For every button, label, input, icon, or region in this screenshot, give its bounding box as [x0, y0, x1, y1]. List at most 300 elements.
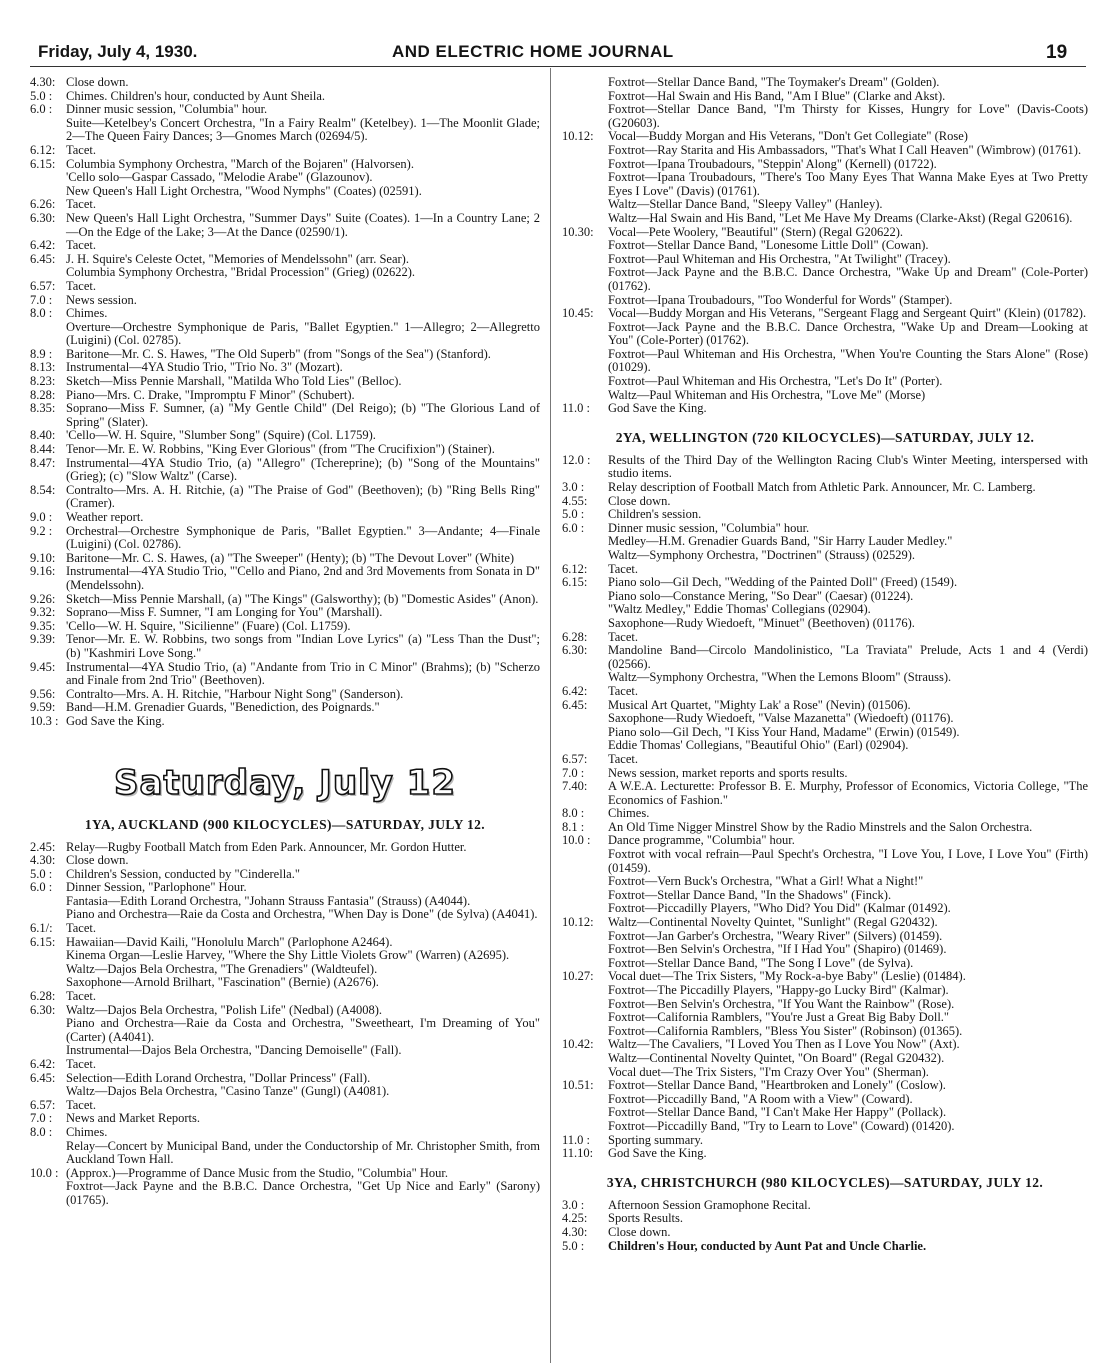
entry-time: 6.0 :: [30, 102, 53, 117]
schedule-entry: [562, 1134, 1088, 1148]
entry-text: Chimes. Children's hour, conducted by Aunt Sheila.: [66, 88, 326, 103]
entry-time: [562, 726, 608, 740]
entry-time: [562, 590, 608, 604]
schedule-entry: [30, 854, 540, 868]
schedule-entry: [562, 807, 1088, 821]
page-number: 19: [1046, 42, 1068, 63]
entry-time: 7.0 :: [30, 292, 53, 307]
entry-time: [562, 902, 608, 916]
entry-text: Close down.: [608, 1224, 671, 1239]
entry-time: [30, 1017, 66, 1044]
schedule-entry: [30, 294, 540, 308]
schedule-entry: [562, 576, 1088, 590]
entry-text: Tacet.: [66, 921, 97, 936]
entry-time: [30, 171, 66, 185]
entry-time: 4.30:: [30, 853, 56, 868]
schedule-entry: [30, 1058, 540, 1072]
schedule-entry: [562, 821, 1088, 835]
schedule-entry: [30, 443, 540, 457]
entry-text: Results of the Third Day of the Wellington Racing Club's Winter Meeting, interspersed with studio items.: [608, 452, 1088, 481]
schedule-entry: [562, 1052, 1088, 1066]
entry-time: 6.28:: [562, 629, 588, 644]
entry-time: [30, 963, 66, 977]
entry-time: 10.42:: [562, 1037, 594, 1052]
entry-text: Tacet.: [66, 1097, 97, 1112]
right-schedule-2ya: [562, 454, 1088, 1161]
entry-text: News session, market reports and sports results.: [608, 765, 848, 780]
entry-time: 8.28:: [30, 387, 56, 402]
schedule-entry: [30, 90, 540, 104]
entry-text: Foxtrot—Paul Whiteman and His Orchestra, "Let's Do It" (Porter).: [608, 374, 943, 389]
entry-text: New Queen's Hall Light Orchestra, "Summer Days" Suite (Coates). 1—In a Country Lane; 2—On the Edge of the Lake; 3—At the Dance (02590/1).: [66, 210, 540, 239]
entry-time: 7.0 :: [30, 1111, 53, 1126]
entry-time: [30, 976, 66, 990]
entry-text: Foxtrot—Stellar Dance Band, "The Toymaker's Dream" (Golden).: [608, 76, 940, 89]
entry-text: Hawaiian—David Kaili, "Honolulu March" (Parlophone A2464).: [66, 934, 393, 949]
entry-text: An Old Time Nigger Minstrel Show by the Radio Minstrels and the Salon Orchestra.: [608, 819, 1033, 834]
right-schedule-3ya: [562, 1199, 1088, 1253]
entry-text: Saxophone—Arnold Brilhart, "Fascination" (Bernie) (A2676).: [66, 975, 379, 990]
schedule-entry: [562, 549, 1088, 563]
schedule-entry: [562, 495, 1088, 509]
entry-time: [562, 1066, 608, 1080]
entry-time: [30, 117, 66, 144]
schedule-entry: [30, 307, 540, 321]
schedule-entry: [30, 633, 540, 660]
entry-time: 12.0 :: [562, 452, 591, 467]
schedule-entry: [562, 1066, 1088, 1080]
entry-time: 8.1 :: [562, 819, 585, 834]
entry-text: Foxtrot—Paul Whiteman and His Orchestra, "At Twilight" (Tracey).: [608, 251, 951, 266]
entry-text: Piano and Orchestra—Raie da Costa and Orchestra, "Sweetheart, I'm Dreaming of You" (Carter) (A4041).: [66, 1016, 540, 1044]
entry-text: Foxtrot—Ben Selvin's Orchestra, "If You Want the Rainbow" (Rose).: [608, 996, 955, 1011]
entry-text: Vocal duet—The Trix Sisters, "My Rock-a-bye Baby" (Leslie) (01484).: [608, 969, 966, 984]
entry-time: 6.30:: [562, 643, 588, 658]
schedule-entry: [562, 454, 1088, 481]
entry-text: Waltz—Dajos Bela Orchestra, "Casino Tanze" (Gungl) (A4081).: [66, 1084, 390, 1099]
schedule-entry: [30, 511, 540, 525]
entry-text: Dinner Session, "Parlophone" Hour.: [66, 880, 247, 895]
right-schedule-part1: [562, 76, 1088, 416]
schedule-entry: [30, 429, 540, 443]
entry-time: 9.10:: [30, 550, 56, 565]
entry-time: [30, 908, 66, 922]
entry-time: 6.12:: [30, 142, 56, 157]
schedule-entry: [562, 1212, 1088, 1226]
entry-text: Foxtrot—Ipana Troubadours, "There's Too Many Eyes That Wanna Make Eyes at Two Pretty Eyes I Love" (Davis) (01761).: [608, 170, 1088, 198]
entry-time: 9.56:: [30, 686, 56, 701]
station-title-1ya: 1YA, AUCKLAND (900 KILOCYCLES)—SATURDAY, JULY 12.: [84, 816, 486, 832]
right-column: [562, 76, 1088, 1361]
entry-text: Instrumental—4YA Studio Trio, "Trio No. 3" (Mozart).: [66, 360, 343, 375]
schedule-entry: [30, 552, 540, 566]
entry-text: Baritone—Mr. C. S. Hawes, (a) "The Sweeper" (Henty); (b) "The Devout Lover" (White): [66, 550, 515, 565]
schedule-entry: [562, 780, 1088, 807]
entry-text: Foxtrot—Piccadilly Band, "A Room with a View" (Coward).: [608, 1091, 913, 1106]
saturday-heading: Saturday, July 12: [114, 762, 456, 803]
entry-time: [562, 253, 608, 267]
schedule-entry: [30, 185, 540, 199]
entry-time: 9.59:: [30, 700, 56, 715]
schedule-entry: [562, 739, 1088, 753]
schedule-entry: [30, 389, 540, 403]
entry-time: 9.35:: [30, 618, 56, 633]
entry-time: 9.32:: [30, 605, 56, 620]
entry-time: 9.26:: [30, 591, 56, 606]
entry-time: 6.0 :: [30, 880, 53, 895]
entry-time: 10.30:: [562, 224, 594, 239]
schedule-entry: [562, 848, 1088, 875]
entry-time: 9.2 :: [30, 523, 53, 538]
entry-text: Foxtrot—Hal Swain and His Band, "Am I Blue" (Clarke and Akst).: [608, 88, 946, 103]
schedule-entry: [30, 936, 540, 950]
entry-time: [562, 158, 608, 172]
entry-text: Instrumental—Dajos Bela Orchestra, "Dancing Demoiselle" (Fall).: [66, 1043, 402, 1058]
schedule-entry: [30, 457, 540, 484]
entry-text: God Save the King.: [66, 713, 165, 728]
entry-text: Tacet.: [66, 197, 97, 212]
entry-text: Contralto—Mrs. A. H. Ritchie, "Harbour Night Song" (Sanderson).: [66, 686, 404, 701]
entry-text: Foxtrot with vocal refrain—Paul Specht's Orchestra, "I Love You, I Love, I Love You" (Firth) (01459).: [608, 847, 1088, 875]
entry-text: Overture—Orchestre Symphonique de Paris, "Ballet Egyptien." 1—Allegro; 2—Allegretto (Luigini) (Col. 02785).: [66, 319, 540, 348]
schedule-entry: [30, 158, 540, 172]
entry-time: [562, 875, 608, 889]
page-header: [0, 0, 1114, 70]
entry-text: Medley—H.M. Grenadier Guards Band, "Sir Harry Lauder Medley.": [608, 534, 953, 549]
schedule-entry: [30, 1140, 540, 1167]
schedule-entry: [562, 984, 1088, 998]
schedule-entry: [562, 1147, 1088, 1161]
entry-text: 'Cello—W. H. Squire, "Sicilienne" (Fuare) (Col. L1759).: [66, 618, 351, 633]
schedule-entry: [562, 1079, 1088, 1093]
schedule-entry: [562, 1240, 1088, 1254]
entry-text: Waltz—Hal Swain and His Band, "Let Me Have My Dreams (Clarke-Akst) (Regal G20616).: [608, 210, 1073, 225]
entry-text: Tacet.: [66, 142, 97, 157]
entry-text: A W.E.A. Lecturette: Professor B. E. Murphy, Professor of Economics, Victoria College, "The Economics of Fashion.": [608, 779, 1088, 807]
entry-time: [562, 535, 608, 549]
schedule-entry: [30, 1180, 540, 1207]
schedule-entry: [30, 963, 540, 977]
entry-text: Foxtrot—Jack Payne and the B.B.C. Dance Orchestra, "Wake Up and Dream" (Cole-Porter) (01762).: [608, 265, 1088, 293]
entry-text: Waltz—Continental Novelty Quintet, "Sunlight" (Regal G20432).: [608, 915, 938, 930]
entry-text: "Waltz Medley," Eddie Thomas' Collegians (02904).: [608, 602, 871, 617]
entry-text: Foxtrot—Paul Whiteman and His Orchestra, "When You're Counting the Stars Alone" (Rose) (01029).: [608, 346, 1088, 375]
entry-time: 8.44:: [30, 442, 56, 457]
schedule-entry: [30, 1017, 540, 1044]
entry-text: Waltz—Dajos Bela Orchestra, "Polish Life" (Nedbal) (A4008).: [66, 1002, 383, 1017]
entry-time: 6.26:: [30, 197, 56, 212]
schedule-entry: [30, 895, 540, 909]
schedule-entry: [562, 226, 1088, 240]
entry-time: 6.30:: [30, 210, 56, 225]
schedule-entry: [562, 90, 1088, 104]
schedule-entry: [30, 198, 540, 212]
entry-time: [562, 294, 608, 308]
entry-text: Children's Hour, conducted by Aunt Pat and Uncle Charlie.: [608, 1238, 927, 1253]
schedule-entry: [30, 1126, 540, 1140]
entry-time: [562, 889, 608, 903]
entry-text: Tacet.: [66, 238, 97, 253]
schedule-entry: [30, 1167, 540, 1181]
schedule-entry: [562, 144, 1088, 158]
schedule-entry: [562, 171, 1088, 198]
entry-time: 11.10:: [562, 1146, 594, 1161]
entry-time: 10.0 :: [562, 833, 591, 848]
schedule-entry: [30, 1044, 540, 1058]
entry-time: 6.57:: [562, 751, 588, 766]
entry-text: Piano solo—Gil Dech, "I Kiss Your Hand, Madame" (Erwin) (01549).: [608, 724, 960, 739]
entry-time: 9.39:: [30, 632, 56, 647]
schedule-entry: [562, 481, 1088, 495]
entry-time: 4.30:: [562, 1224, 588, 1239]
entry-text: Tacet.: [66, 1057, 97, 1071]
entry-time: 6.15:: [30, 156, 56, 171]
entry-time: 6.0 :: [562, 520, 585, 535]
entry-text: Saxophone—Rudy Wiedoeft, "Minuet" (Beethoven) (01176).: [608, 615, 915, 630]
entry-text: Tacet.: [608, 629, 639, 644]
entry-time: 8.35:: [30, 401, 56, 416]
entry-text: Tacet.: [608, 561, 639, 576]
entry-text: Dinner music session, "Columbia" hour.: [608, 520, 810, 535]
entry-text: Sketch—Miss Pennie Marshall, (a) "The Kings" (Galsworthy); (b) "Domestic Asides" (Anon).: [66, 591, 539, 606]
schedule-entry: [562, 253, 1088, 267]
schedule-entry: [562, 875, 1088, 889]
schedule-entry: [30, 280, 540, 294]
entry-time: [562, 549, 608, 563]
schedule-entry: [562, 753, 1088, 767]
schedule-entry: [30, 593, 540, 607]
entry-text: New Queen's Hall Light Orchestra, "Wood Nymphs" (Coates) (02591).: [66, 183, 422, 198]
station-title-2ya: 2YA, WELLINGTON (720 KILOCYCLES)—SATURDAY, JULY 12.: [615, 429, 1035, 445]
entry-time: [562, 930, 608, 944]
entry-text: Relay—Concert by Municipal Band, under the Conductorship of Mr. Christopher Smith, from Auckland Town Hall.: [66, 1138, 540, 1167]
entry-text: Foxtrot—Stellar Dance Band, "Heartbroken and Lonely" (Coslow).: [608, 1078, 946, 1093]
schedule-entry: [562, 889, 1088, 903]
schedule-entry: [30, 990, 540, 1004]
entry-text: Foxtrot—California Ramblers, "Bless You Sister" (Robinson) (01365).: [608, 1023, 963, 1038]
entry-time: 8.0 :: [30, 306, 53, 321]
schedule-entry: [30, 1099, 540, 1113]
entry-text: Vocal duet—The Trix Sisters, "I'm Crazy Over You" (Sherman).: [608, 1064, 929, 1079]
entry-time: [30, 949, 66, 963]
entry-time: 8.13:: [30, 360, 56, 375]
entry-time: 2.45:: [30, 839, 56, 854]
entry-text: Piano solo—Constance Mering, "So Dear" (Caesar) (01224).: [608, 588, 914, 603]
entry-text: Foxtrot—The Piccadilly Players, "Happy-go Lucky Bird" (Kalmar).: [608, 983, 949, 997]
entry-text: Vocal—Buddy Morgan and His Veterans, "Don't Get Collegiate" (Rose): [608, 129, 968, 144]
entry-time: 6.30:: [30, 1002, 56, 1017]
schedule-entry: [30, 688, 540, 702]
schedule-entry: [562, 535, 1088, 549]
entry-time: 6.42:: [562, 683, 588, 698]
entry-text: 'Cello solo—Gaspar Cassado, "Melodie Arabe" (Glazounov).: [66, 170, 373, 185]
schedule-entry: [30, 484, 540, 511]
entry-text: Foxtrot—Stellar Dance Band, "In the Shadows" (Finck).: [608, 887, 892, 902]
entry-time: 8.54:: [30, 482, 56, 497]
entry-text: Contralto—Mrs. A. H. Ritchie, (a) "The Praise of God" (Beethoven); (b) "Ring Bells Ring" (Cramer).: [66, 482, 540, 511]
schedule-entry: [30, 253, 540, 267]
schedule-entry: [562, 916, 1088, 930]
entry-time: 6.15:: [30, 934, 56, 949]
schedule-entry: [562, 834, 1088, 848]
schedule-entry: [562, 644, 1088, 671]
schedule-entry: [562, 1038, 1088, 1052]
entry-time: [30, 321, 66, 348]
schedule-entry: [30, 922, 540, 936]
schedule-entry: [562, 307, 1088, 321]
schedule-entry: [30, 908, 540, 922]
entry-text: Tacet.: [608, 751, 639, 766]
entry-time: 11.0 :: [562, 1132, 591, 1147]
entry-time: 9.45:: [30, 659, 56, 674]
schedule-entry: [562, 321, 1088, 348]
entry-text: Foxtrot—Piccadilly Band, "Try to Learn to Love" (Coward) (01420).: [608, 1118, 955, 1133]
entry-time: [562, 1106, 608, 1120]
entry-time: [30, 1180, 66, 1207]
schedule-entry: [562, 685, 1088, 699]
entry-time: [562, 198, 608, 212]
schedule-entry: [30, 117, 540, 144]
schedule-entry: [30, 144, 540, 158]
entry-text: Foxtrot—Piccadilly Players, "Who Did? You Did" (Kalmar (01492).: [608, 901, 951, 916]
entry-text: Orchestral—Orchestre Symphonique de Paris, "Ballet Egyptien." 3—Andante; 4—Finale (Luigini) (Col. 02786).: [66, 523, 540, 552]
schedule-entry: [30, 1085, 540, 1099]
schedule-entry: [30, 321, 540, 348]
entry-text: Children's session.: [608, 507, 702, 522]
schedule-entry: [30, 212, 540, 239]
entry-time: [562, 1093, 608, 1107]
entry-text: Instrumental—4YA Studio Trio, "'Cello and Piano, 2nd and 3rd Movements from Sonata in D" (Mendelssohn).: [66, 564, 540, 592]
entry-text: Sketch—Miss Pennie Marshall, "Matilda Who Told Lies" (Belloc).: [66, 374, 402, 389]
entry-text: Waltz—Stellar Dance Band, "Sleepy Valley" (Hanley).: [608, 197, 883, 212]
schedule-entry: [30, 1112, 540, 1126]
entry-time: [562, 712, 608, 726]
entry-text: Tenor—Mr. E. W. Robbins, two songs from "Indian Love Lyrics" (a) "Less Than the Dust"; (b) "Kashmiri Love Song.": [66, 632, 540, 660]
schedule-entry: [562, 998, 1088, 1012]
entry-time: [562, 998, 608, 1012]
entry-time: [562, 739, 608, 753]
entry-text: Foxtrot—Ipana Troubadours, "Too Wonderful for Words" (Stamper).: [608, 292, 953, 307]
entry-time: [30, 266, 66, 280]
entry-text: Chimes.: [66, 1124, 108, 1139]
schedule-entry: [562, 712, 1088, 726]
entry-text: Foxtrot—Jack Payne and the B.B.C. Dance Orchestra, "Get Up Nice and Early" (Sarony) (01765).: [66, 1179, 540, 1207]
entry-time: [562, 144, 608, 158]
entry-time: [562, 76, 608, 90]
schedule-entry: [30, 868, 540, 882]
entry-time: [562, 957, 608, 971]
schedule-entry: [30, 606, 540, 620]
entry-time: 10.12:: [562, 129, 594, 144]
schedule-entry: [30, 620, 540, 634]
entry-text: Tenor—Mr. E. W. Robbins, "King Ever Glorious" (from "The Crucifixion") (Stainer).: [66, 442, 495, 457]
left-schedule-1ya: [30, 841, 540, 1208]
entry-text: Foxtrot—Ray Starita and His Ambassadors, "That's What I Call Heaven" (Wimbrow) (01761).: [608, 142, 1082, 157]
entry-time: [562, 212, 608, 226]
entry-text: Waltz—Continental Novelty Quintet, "On Board" (Regal G20432).: [608, 1050, 945, 1065]
entry-text: Vocal—Buddy Morgan and His Veterans, "Sergeant Flagg and Sergeant Quirt" (Klein) (01782).: [608, 306, 1087, 321]
entry-text: Waltz—Paul Whiteman and His Orchestra, "Love Me" (Morse): [608, 387, 926, 402]
entry-time: [562, 984, 608, 998]
schedule-entry: [562, 348, 1088, 375]
entry-time: 4.55:: [562, 493, 588, 508]
schedule-entry: [562, 402, 1088, 416]
schedule-entry: [562, 1025, 1088, 1039]
entry-text: Selection—Edith Lorand Orchestra, "Dollar Princess" (Fall).: [66, 1070, 371, 1085]
entry-text: Waltz—Symphony Orchestra, "Doctrinen" (Strauss) (02529).: [608, 548, 916, 562]
entry-text: Columbia Symphony Orchestra, "Bridal Procession" (Grieg) (02622).: [66, 265, 416, 280]
entry-text: Piano solo—Gil Dech, "Wedding of the Painted Doll" (Freed) (1549).: [608, 575, 958, 590]
header-date: Friday, July 4, 1930.: [38, 42, 198, 61]
schedule-entry: [562, 198, 1088, 212]
entry-text: Musical Art Quartet, "Mighty Lak' a Rose" (Nevin) (01506).: [608, 697, 911, 712]
schedule-entry: [562, 1226, 1088, 1240]
entry-time: 8.9 :: [30, 346, 53, 361]
entry-text: Waltz—Dajos Bela Orchestra, "The Grenadiers" (Waldteufel).: [66, 961, 378, 976]
schedule-entry: [562, 1011, 1088, 1025]
schedule-entry: [562, 957, 1088, 971]
entry-time: 8.47:: [30, 455, 56, 470]
entry-text: 'Cello—W. H. Squire, "Slumber Song" (Squire) (Col. L1759).: [66, 428, 376, 443]
entry-time: 8.0 :: [562, 806, 585, 821]
entry-time: 5.0 :: [562, 507, 585, 522]
left-schedule-part1: [30, 76, 540, 729]
entry-time: 6.42:: [30, 1057, 56, 1071]
entry-time: 6.42:: [30, 238, 56, 253]
entry-time: 6.1/:: [30, 921, 53, 936]
entry-time: [562, 266, 608, 293]
entry-time: [30, 1085, 66, 1099]
entry-time: [562, 103, 608, 130]
entry-text: God Save the King.: [608, 401, 707, 416]
schedule-entry: [30, 375, 540, 389]
schedule-entry: [562, 930, 1088, 944]
entry-time: [562, 239, 608, 253]
schedule-entry: [30, 1072, 540, 1086]
entry-time: [30, 185, 66, 199]
station-title-3ya: 3YA, CHRISTCHURCH (980 KILOCYCLES)—SATURDAY, JULY 12.: [606, 1174, 1044, 1190]
schedule-entry: [562, 212, 1088, 226]
schedule-entry: [562, 970, 1088, 984]
entry-time: [562, 943, 608, 957]
entry-time: [562, 1011, 608, 1025]
schedule-entry: [30, 171, 540, 185]
entry-time: 6.57:: [30, 1097, 56, 1112]
entry-time: [562, 671, 608, 685]
entry-time: 6.45:: [562, 697, 588, 712]
schedule-entry: [30, 266, 540, 280]
schedule-entry: [30, 949, 540, 963]
entry-time: [562, 1120, 608, 1134]
entry-text: Columbia Symphony Orchestra, "March of the Bojaren" (Halvorsen).: [66, 156, 414, 171]
schedule-entry: [30, 1004, 540, 1018]
entry-text: Sports Results.: [608, 1211, 684, 1226]
entry-text: J. H. Squire's Celeste Octet, "Memories of Mendelssohn" (arr. Sear).: [66, 251, 409, 266]
schedule-entry: [562, 590, 1088, 604]
entry-text: Suite—Ketelbey's Concert Orchestra, "In a Fairy Realm" (Ketelbey). 1—The Moonlit Glade; 2—The Queen Fairy Dances; 3—Gnomes March (02694/5).: [66, 115, 540, 144]
entry-time: [562, 1025, 608, 1039]
schedule-entry: [562, 522, 1088, 536]
header-title: AND ELECTRIC HOME JOURNAL: [392, 42, 674, 61]
entry-text: Dinner music session, "Columbia" hour.: [66, 102, 268, 117]
entry-time: 8.40:: [30, 428, 56, 443]
header-rule: [30, 66, 1086, 67]
schedule-entry: [562, 158, 1088, 172]
entry-text: Foxtrot—Stellar Dance Band, "The Song I Love" (de Sylva).: [608, 955, 914, 970]
schedule-entry: [30, 976, 540, 990]
entry-time: [30, 895, 66, 909]
entry-text: Relay description of Football Match from Athletic Park. Announcer, Mr. C. Lamberg.: [608, 480, 1036, 495]
